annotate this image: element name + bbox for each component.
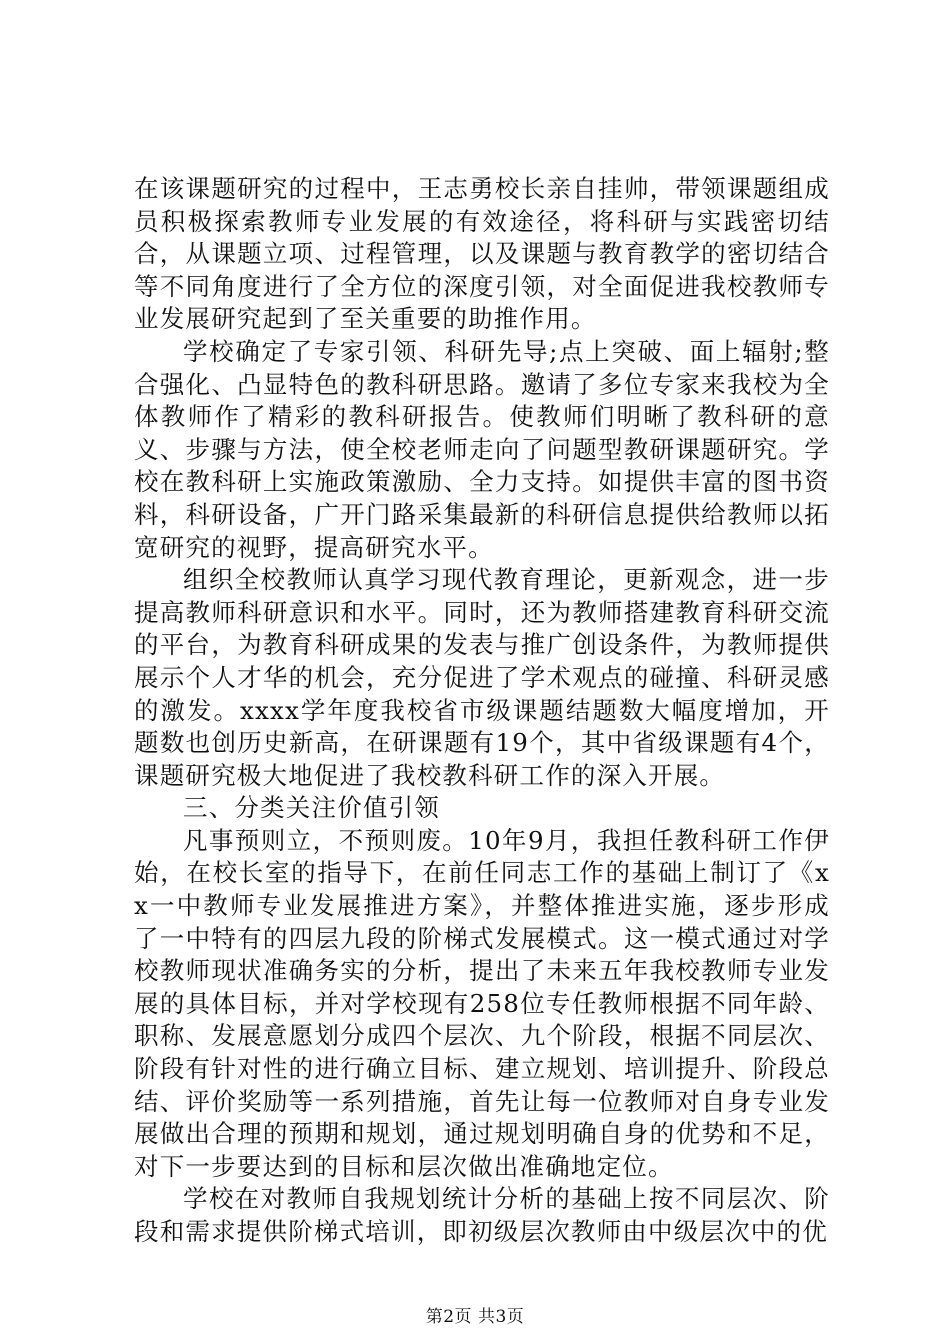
paragraph-2: 学校确定了专家引领、科研先导;点上突破、面上辐射;整合强化、凸显特色的教科研思路。邀请了多位专家来我校为全体教师作了精彩的教科研报告。使教师们明晰了教科研的意义、步骤与方法，使全校老师走向了问题型教研课题研究。学校在教科研上实施政策激励、全力支持。如提供丰富的图书资料，科研设备，广开门路采集最新的科研信息提供给教师以拓宽研究的视野，提高研究水平。 [134,336,830,562]
document-body [134,173,830,1249]
paragraph-1: 在该课题研究的过程中，王志勇校长亲自挂帅，带领课题组成员积极探索教师专业发展的有效途径，将科研与实践密切结合，从课题立项、过程管理，以及课题与教育教学的密切结合等不同角度进行了全方位的深度引领，对全面促进我校教师专业发展研究起到了至关重要的助推作用。 [134,174,830,334]
page-number-footer: 第2页 共3页 [425,1307,525,1327]
section-heading: 三、分类关注价值引领 [183,793,440,823]
paragraph-3: 组织全校教师认真学习现代教育理论，更新观念，进一步提高教师科研意识和水平。同时，还为教师搭建教育科研交流的平台，为教育科研成果的发表与推广创设条件，为教师提供展示个人才华的机会，充分促进了学术观点的碰撞、科研灵感的激发。xxxx学年度我校省市级课题结题数大幅度增加，开题数也创历史新高，在研课题有19个，其中省级课题有4个，课题研究极大地促进了我校教科研工作的深入开展。 [134,565,830,790]
paragraph-5: 学校在对教师自我规划统计分析的基础上按不同层次、阶段和需求提供阶梯式培训，即初级层次教师由中级层次中的优 [134,1184,830,1246]
paragraph-4: 凡事预则立，不预则废。10年9月，我担任教科研工作伊始，在校长室的指导下，在前任同志工作的基础上制订了《xx一中教师专业发展推进方案》，并整体推进实施，逐步形成了一中特有的四层九段的阶梯式发展模式。这一模式通过对学校教师现状准确务实的分析，提出了未来五年我校教师专业发展的具体目标，并对学校现有258位专任教师根据不同年龄、职称、发展意愿划分成四个层次、九个阶段，根据不同层次、阶段有针对性的进行确立目标、建立规划、培训提升、阶段总结、评价奖励等一系列措施，首先让每一位教师对自身专业发展做出合理的预期和规划，通过规划明确自身的优势和不足，对下一步要达到的目标和层次做出准确地定位。 [134,825,830,1181]
